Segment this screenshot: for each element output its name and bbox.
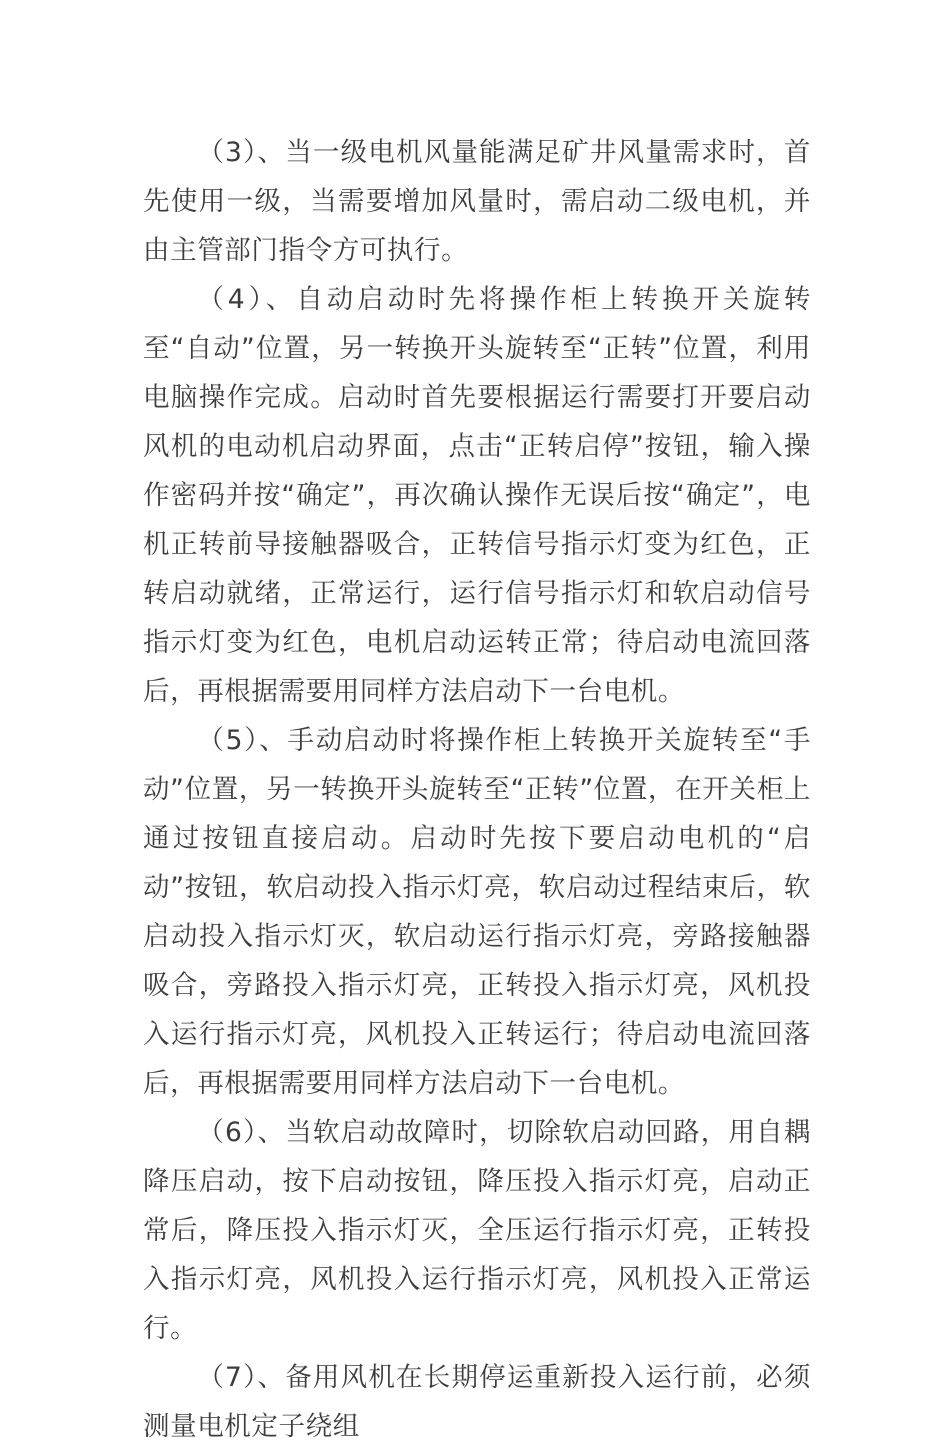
paragraph-item-3: （3）、当一级电机风量能满足矿井风量需求时，首先使用一级，当需要增加风量时，需启动二级电机，并由主管部门指令方可执行。	[143, 137, 811, 266]
paragraph-item-6: （6）、当软启动故障时，切除软启动回路，用自耦降压启动，按下启动按钮，降压投入指示灯亮，启动正常后，降压投入指示灯灭，全压运行指示灯亮，正转投入指示灯亮，风机投入运行指示灯亮，风机投入正常运行。	[143, 1117, 811, 1344]
paragraph-item-7: （7）、备用风机在长期停运重新投入运行前，必须测量电机定子绕组	[143, 1362, 811, 1442]
document-body	[143, 128, 811, 1451]
paragraph-item-5: （5）、手动启动时将操作柜上转换开关旋转至“手动”位置，另一转换开头旋转至“正转”位置，在开关柜上通过按钮直接启动。启动时先按下要启动电机的“启动”按钮，软启动投入指示灯亮，软启动过程结束后，软启动投入指示灯灭，软启动运行指示灯亮，旁路接触器吸合，旁路投入指示灯亮，正转投入指示灯亮，风机投入运行指示灯亮，风机投入正转运行；待启动电流回落后，再根据需要用同样方法启动下一台电机。	[143, 725, 811, 1099]
paragraph-item-4: （4）、自动启动时先将操作柜上转换开关旋转至“自动”位置，另一转换开头旋转至“正转”位置，利用电脑操作完成。启动时首先要根据运行需要打开要启动风机的电动机启动界面，点击“正转启停”按钮，输入操作密码并按“确定”，再次确认操作无误后按“确定”，电机正转前导接触器吸合，正转信号指示灯变为红色，正转启动就绪，正常运行，运行信号指示灯和软启动信号指示灯变为红色，电机启动运转正常；待启动电流回落后，再根据需要用同样方法启动下一台电机。	[143, 284, 811, 707]
